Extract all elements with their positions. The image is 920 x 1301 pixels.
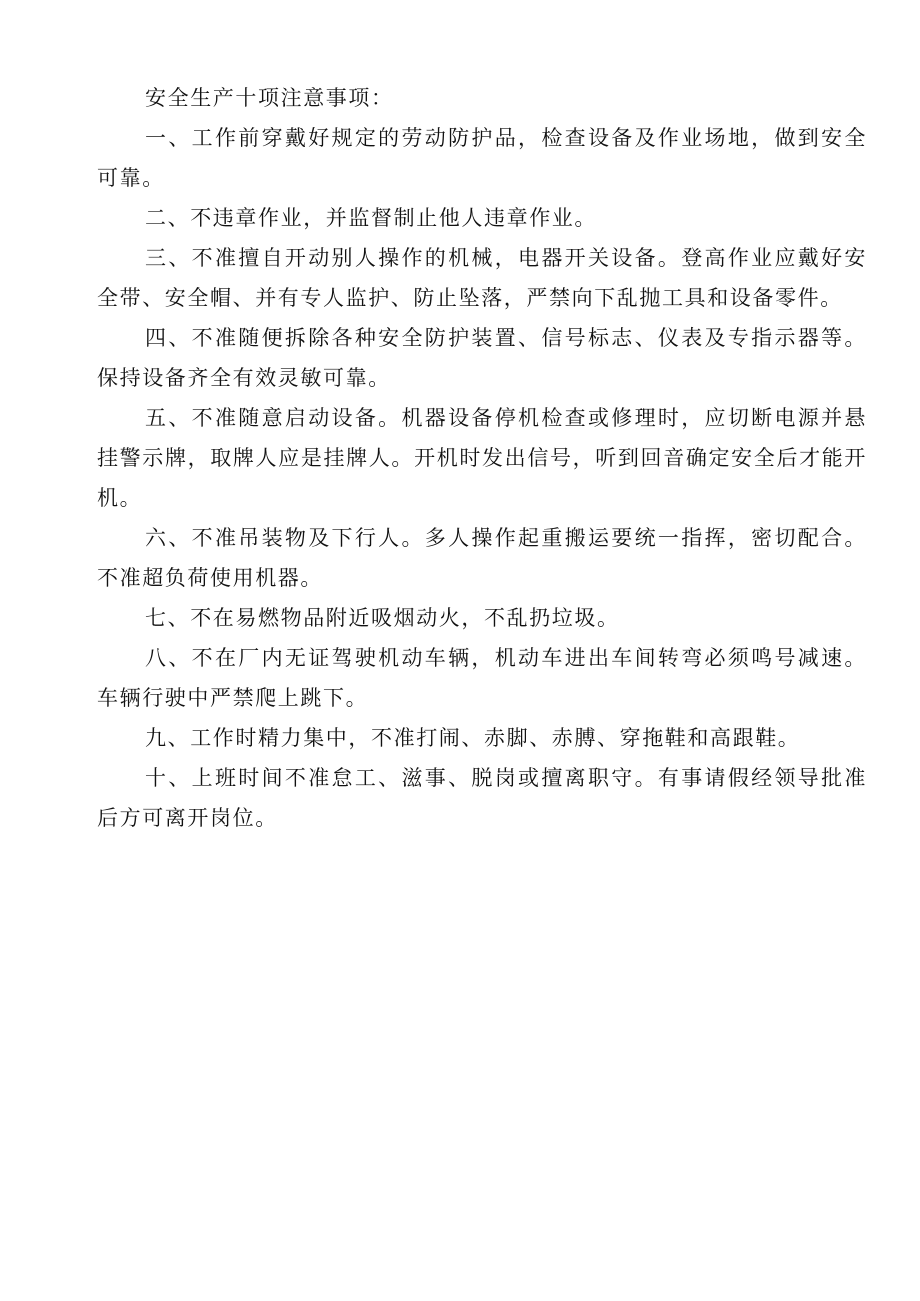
- rule-item-10: 十、上班时间不准怠工、滋事、脱岗或擅离职守。有事请假经领导批准后方可离开岗位。: [97, 766, 867, 830]
- rule-item-8: 八、不在厂内无证驾驶机动车辆，机动车进出车间转弯必须鸣号减速。车辆行驶中严禁爬上跳下。: [97, 646, 867, 710]
- rule-item-6: 六、不准吊装物及下行人。多人操作起重搬运要统一指挥，密切配合。不准超负荷使用机器。: [97, 526, 867, 590]
- rule-item-7: 七、不在易燃物品附近吸烟动火，不乱扔垃圾。: [145, 606, 620, 630]
- document-body: [97, 78, 867, 838]
- rule-item-9: 九、工作时精力集中，不准打闹、赤脚、赤膊、穿拖鞋和高跟鞋。: [145, 726, 801, 750]
- rule-item-5: 五、不准随意启动设备。机器设备停机检查或修理时，应切断电源并悬挂警示牌，取牌人应是挂牌人。开机时发出信号，听到回音确定安全后才能开机。: [97, 406, 867, 510]
- rule-item-3: 三、不准擅自开动别人操作的机械，电器开关设备。登高作业应戴好安全带、安全帽、并有专人监护、防止坠落，严禁向下乱抛工具和设备零件。: [97, 246, 867, 310]
- rule-item-4: 四、不准随便拆除各种安全防护装置、信号标志、仪表及专指示器等。保持设备齐全有效灵敏可靠。: [97, 326, 867, 390]
- document-heading: 安全生产十项注意事项：: [145, 86, 394, 110]
- rule-item-2: 二、不违章作业，并监督制止他人违章作业。: [145, 206, 597, 230]
- rule-item-1: 一、工作前穿戴好规定的劳动防护品，检查设备及作业场地，做到安全可靠。: [97, 126, 867, 190]
